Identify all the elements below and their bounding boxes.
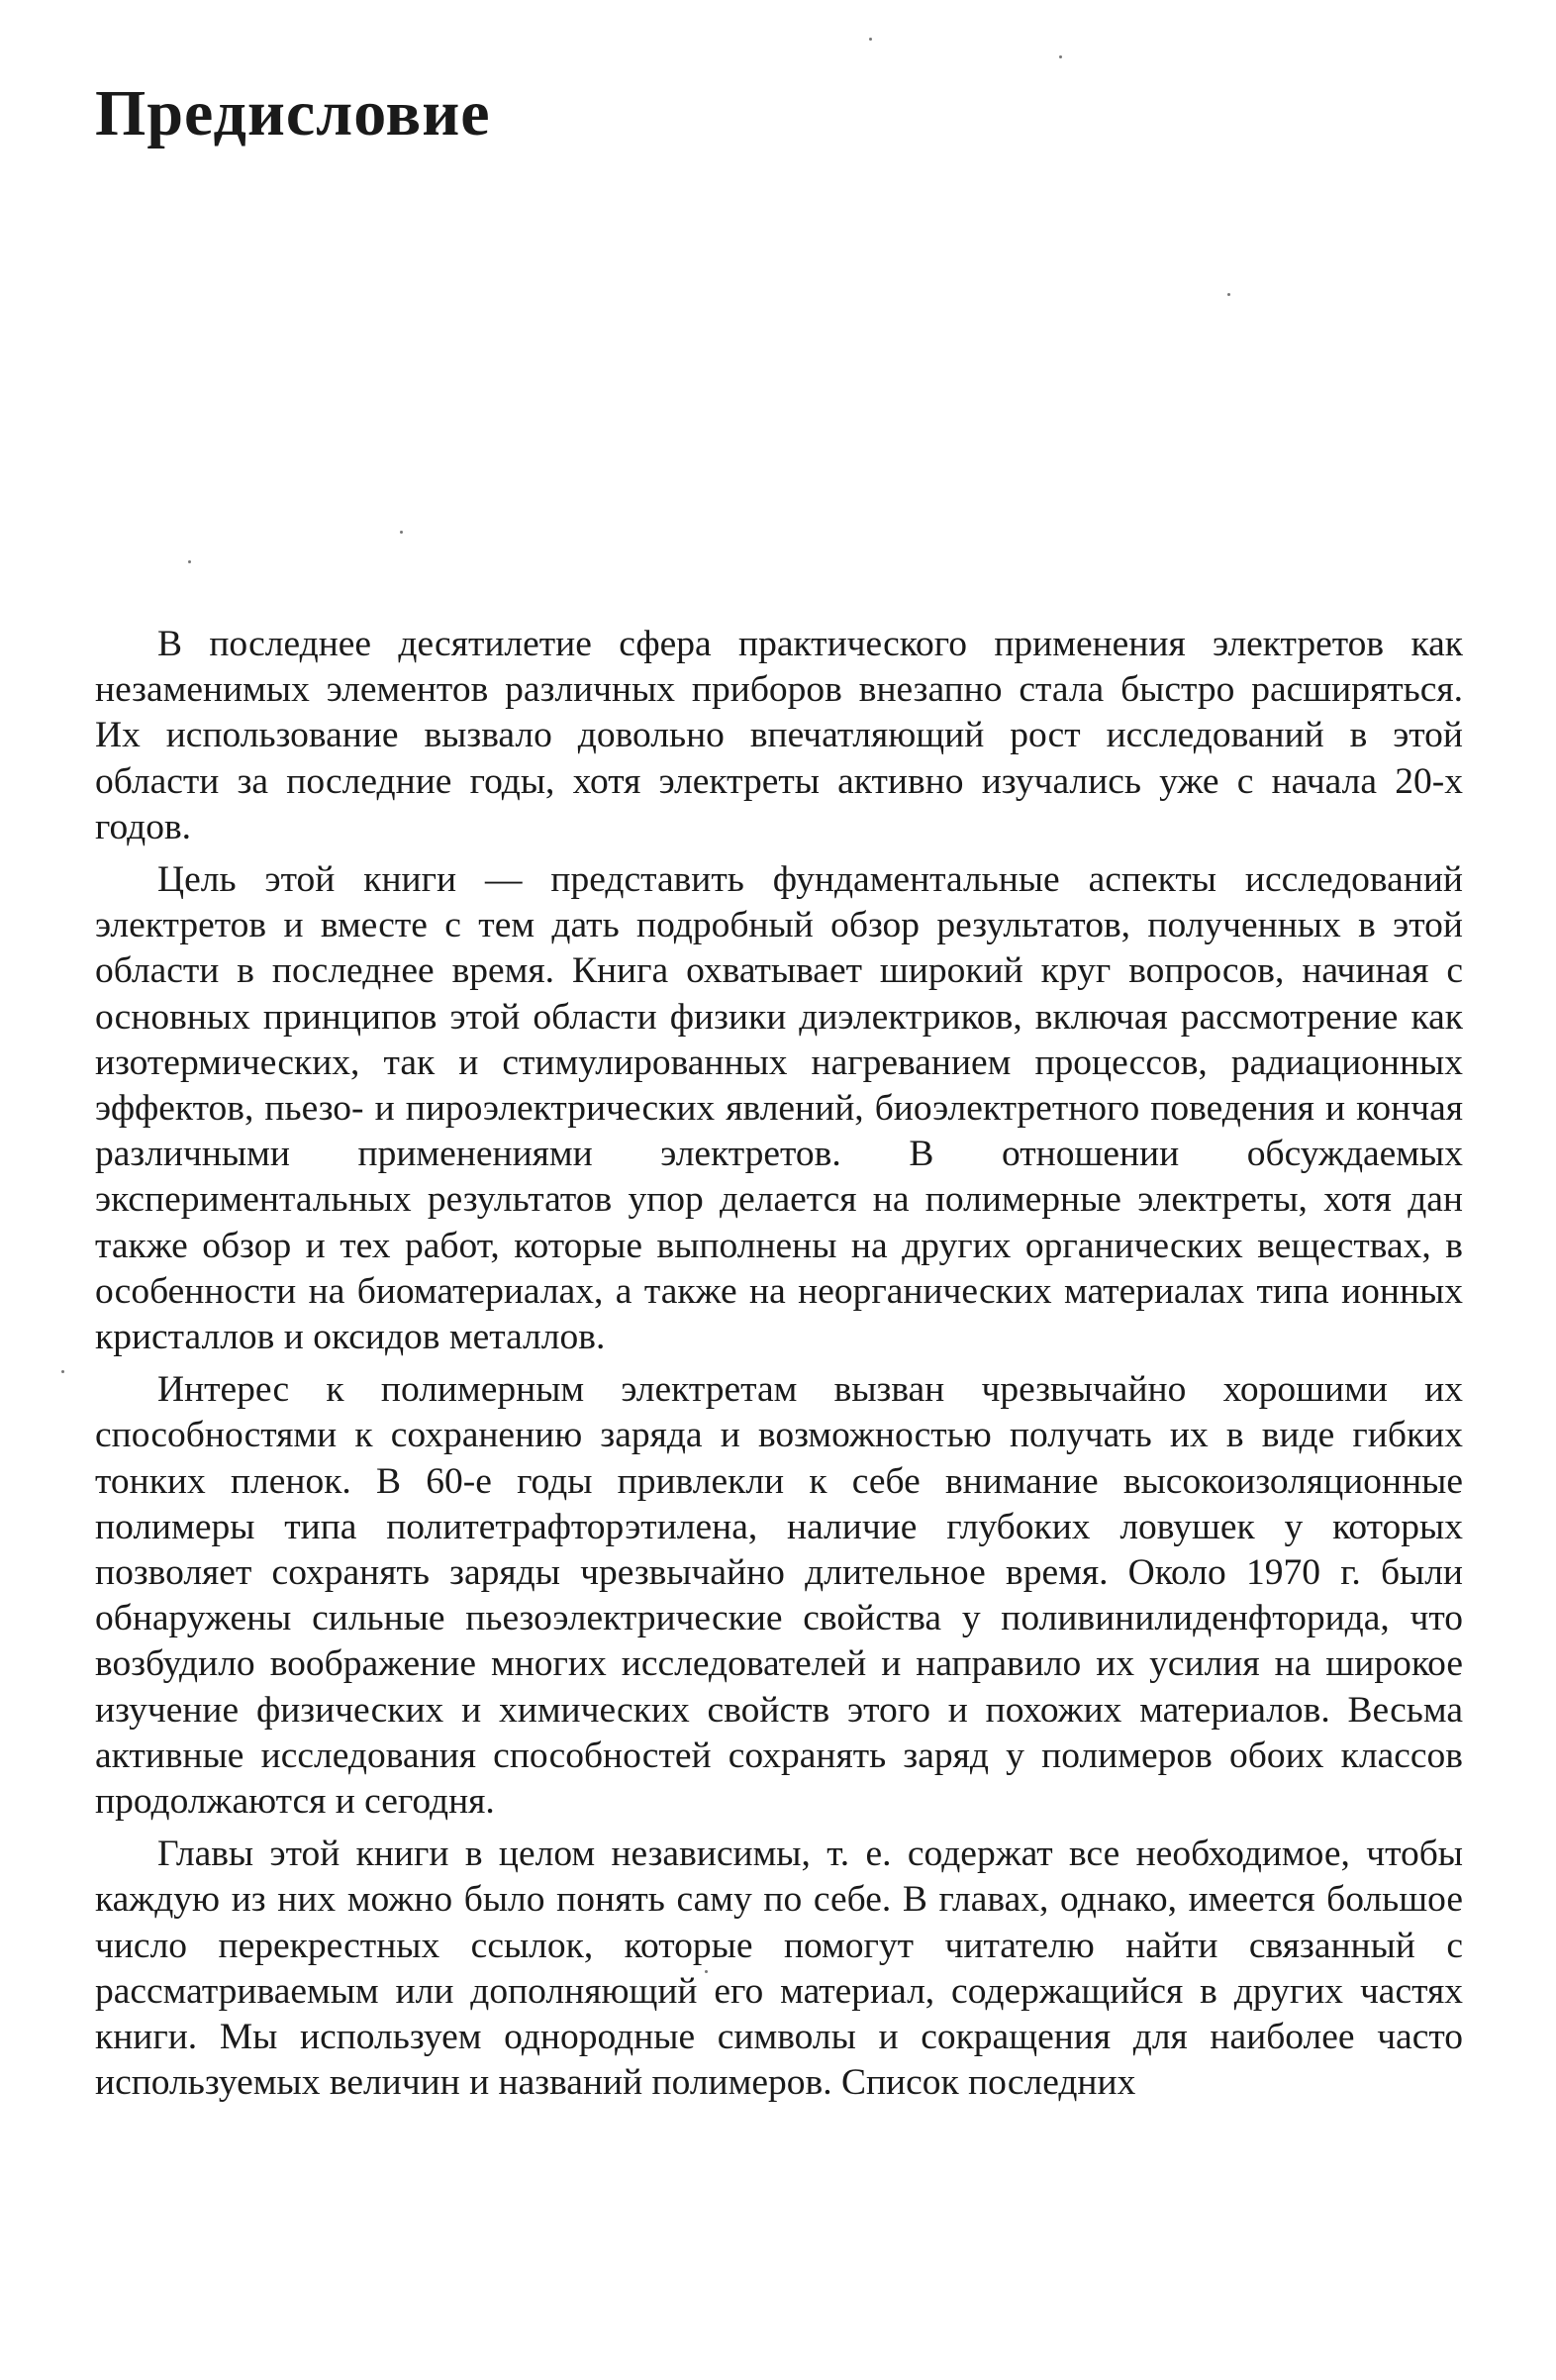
print-speck xyxy=(400,531,403,534)
paragraph: Цель этой книги — представить фундаментальные аспекты исследований электретов и вместе с тем дать подробный обзор результатов, полученных в этой области в последнее время. Книга охватывает широкий круг вопросов, начиная с основных принципов этой области физики диэлектриков, включая рассмотрение как изотермических, так и стимулированных нагреванием процессов, радиационных эффектов, пьезо- и пироэлектрических явлений, биоэлектретного поведения и кончая различными применениями электретов. В отношении обсуждаемых экспериментальных результатов упор делается на полимерные электреты, хотя дан также обзор и тех работ, которые выполнены на других органических веществах, в особенности на биоматериалах, а также на неорганических материалах типа ионных кристаллов и оксидов металлов. xyxy=(95,859,1463,1358)
paragraph: Главы этой книги в целом независимы, т. е. содержат все необходимое, чтобы каждую из них можно было понять саму по себе. В главах, однако, имеется большое число перекрестных ссылок, которые помогут читателю найти связанный с рассматриваемым или дополняющий его материал, содержащийся в других частях книги. Мы используем однородные символы и сокращения для наиболее часто используемых величин и названий полимеров. Список последних xyxy=(95,1834,1463,2104)
paragraph: Интерес к полимерным электретам вызван чрезвычайно хорошими их способностями к сохранению заряда и возможностью получать их в виде гибких тонких пленок. В 60-е годы привлекли к себе внимание высокоизоляционные полимеры типа политетрафторэтилена, наличие глубоких ловушек у которых позволяет сохранять заряды чрезвычайно длительное время. Около 1970 г. были обнаружены сильные пьезоэлектрические свойства у поливинилиденфторида, что возбудило воображение многих исследователей и направило их усилия на широкое изучение физических и химических свойств этого и похожих материалов. Весьма активные исследования способностей сохранять заряд у полимеров обоих классов продолжаются и сегодня. xyxy=(95,1369,1463,1823)
print-speck xyxy=(61,1370,64,1373)
print-speck xyxy=(1227,293,1230,296)
print-speck xyxy=(1059,55,1062,58)
print-speck xyxy=(188,560,191,563)
paragraph: В последнее десятилетие сфера практического применения электретов как незаменимых элементов различных приборов внезапно стала быстро расширяться. Их использование вызвало довольно впечатляющий рост исследований в этой области за последние годы, хотя электреты активно изучались уже с начала 20-х годов. xyxy=(95,624,1463,847)
page-title: Предисловие xyxy=(95,77,491,149)
print-speck xyxy=(869,38,872,41)
preface-body xyxy=(95,622,1463,2114)
